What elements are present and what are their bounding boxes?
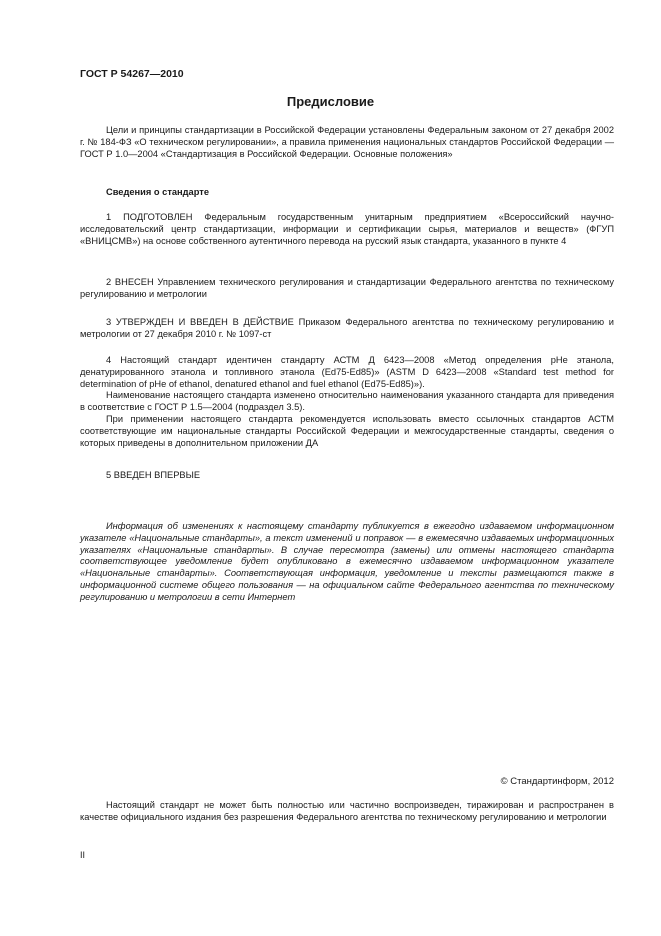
item-2-paragraph: 2 ВНЕСЕН Управлением технического регулирования и стандартизации Федерального агентства по техническому регулированию и метрологии xyxy=(80,277,614,299)
info-notice-paragraph: Информация об изменениях к настоящему стандарту публикуется в ежегодно издаваемом информационном указателе «Национальные стандарты», а текст изменений и поправок — в ежемесячно издаваемых информационных указателях «Национальные стандарты». В случае пересмотра (замены) или отмены настоящего стандарта соответствующее уведомление будет опубликовано в ежемесячно издаваемом информационном указателе «Национальные стандарты». Соответствующая информация, уведомление и тексты размещаются также в информационной системе общего пользования — на официальном сайте Федерального агентства по техническому регулированию и метрологии в сети Интернет xyxy=(80,521,614,602)
document-code-header: ГОСТ Р 54267—2010 xyxy=(80,68,184,80)
item-5-block xyxy=(80,470,614,482)
copyright-line: © Стандартинформ, 2012 xyxy=(500,776,614,787)
item-4-paragraph-1: 4 Настоящий стандарт идентичен стандарту АСТМ Д 6423—2008 «Метод определения pHe этанола, денатурированного этанола и топливного этанола (Ed75-Ed85)» (ASTM D 6423—2008 «Standard test method for determination of pHe of ethanol, denatured ethanol and fuel ethanol (Ed75-Ed85)»). xyxy=(80,355,614,389)
item-1-block xyxy=(80,212,614,247)
intro-paragraph: Цели и принципы стандартизации в Российской Федерации установлены Федеральным законом от 27 декабря 2002 г. № 184-ФЗ «О техническом регулировании», а правила применения национальных стандартов Российской Федерации — ГОСТ Р 1.0—2004 «Стандартизация в Российской Федерации. Основные положения» xyxy=(80,125,614,159)
item-4-paragraph-3: При применении настоящего стандарта рекомендуется использовать вместо ссылочных стандартов АСТМ соответствующие им национальные стандарты Российской Федерации и межгосударственные стандарты, сведения о которых приведены в дополнительном приложении ДА xyxy=(80,413,614,448)
reproduction-notice-paragraph: Настоящий стандарт не может быть полностью или частично воспроизведен, тиражирован и распространен в качестве официального издания без разрешения Федерального агентства по техническому регулированию и метрологии xyxy=(80,800,614,822)
info-notice-block xyxy=(80,521,614,604)
page-number: II xyxy=(80,850,86,860)
item-4-block xyxy=(80,355,614,449)
item-1-paragraph: 1 ПОДГОТОВЛЕН Федеральным государственным унитарным предприятием «Всероссийский научно-исследовательский центр стандартизации, информации и сертификации сырья, материалов и веществ» (ФГУП «ВНИЦСМВ») на основе собственного аутентичного перевода на русский язык стандарта, указанного в пункте 4 xyxy=(80,212,614,246)
page-title: Предисловие xyxy=(286,94,375,109)
item-4-paragraph-2: Наименование настоящего стандарта изменено относительно наименования указанного стандарта для приведения в соответствие с ГОСТ Р 1.5—2004 (подраздел 3.5). xyxy=(80,390,614,413)
section-subheading: Сведения о стандарте xyxy=(106,187,210,197)
item-3-paragraph: 3 УТВЕРЖДЕН И ВВЕДЕН В ДЕЙСТВИЕ Приказом Федерального агентства по техническому регулированию и метрологии от 27 декабря 2010 г. № 1097-ст xyxy=(80,317,614,339)
item-3-block xyxy=(80,317,614,341)
item-2-block xyxy=(80,277,614,301)
intro-block xyxy=(80,125,614,160)
reproduction-notice-block xyxy=(80,800,614,824)
item-5-paragraph: 5 ВВЕДЕН ВПЕРВЫЕ xyxy=(106,470,201,480)
